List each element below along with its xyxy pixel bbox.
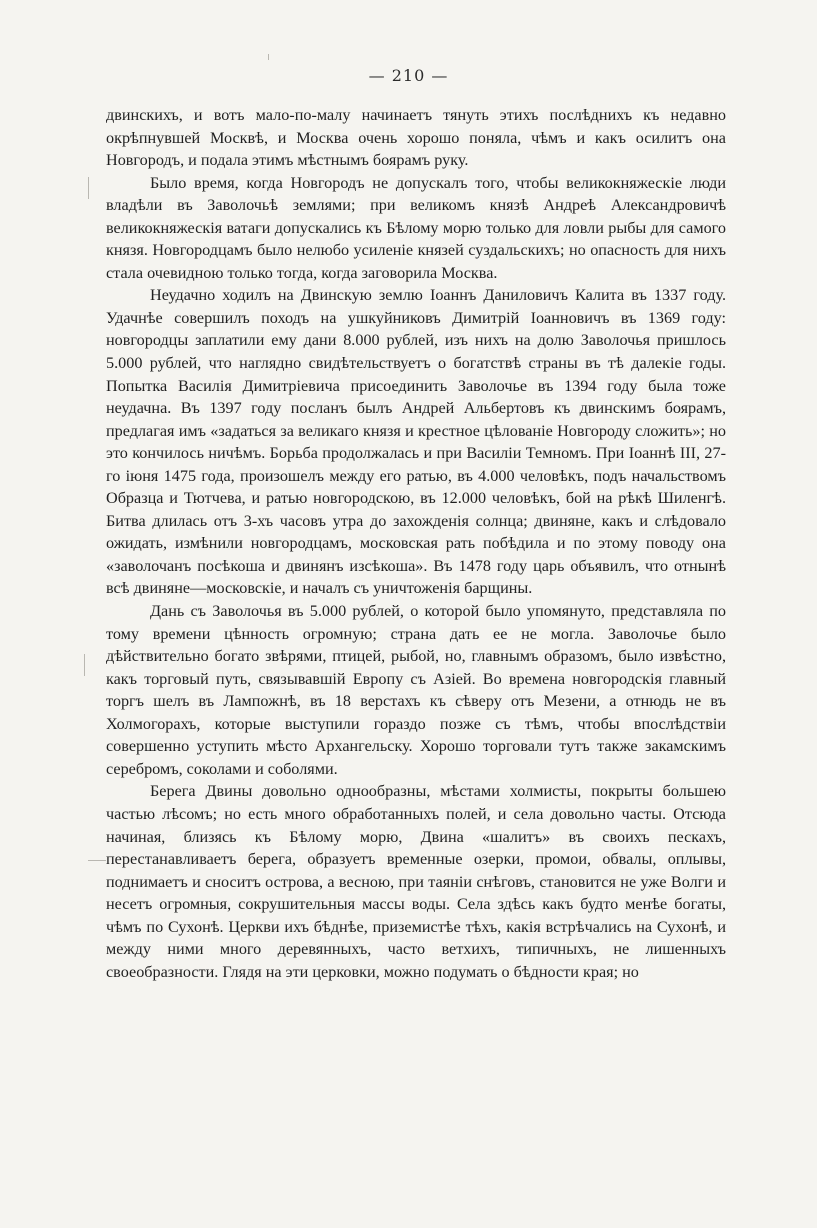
scan-speck	[268, 54, 269, 60]
paragraph: Неудачно ходилъ на Двинскую землю Іоаннъ Даниловичъ Калита въ 1337 году. Удачнѣе совершилъ походъ на ушкуйниковъ Димитрій Іоанновичъ въ 1369 году: новгородцы заплатили ему дани 8.000 рублей, изъ нихъ на долю Заволочья пришлось 5.000 рублей, что наглядно свидѣтельствуетъ о богатствѣ страны въ тѣ далекіе годы. Попытка Василія Димитріевича присоединить Заволочье въ 1394 году была тоже неудачна. Въ 1397 году посланъ былъ Андрей Альбертовъ къ двинскимъ боярамъ, предлагая имъ «задаться за великаго князя и крестное цѣлованіе Новгороду сложить»; но это кончилось ничѣмъ. Борьба продолжалась и при Василіи Темномъ. При Іоаннѣ III, 27-го іюня 1475 года, произошелъ между его ратью, въ 4.000 человѣкъ, подъ начальствомъ Образца и Тютчева, и ратью новгородскою, въ 12.000 человѣкъ, бой на рѣкѣ Шиленгѣ. Битва длилась отъ 3-хъ часовъ утра до захожденія солнца; двиняне, какъ и слѣдовало ожидать, измѣнили новгородцамъ, московская рать побѣдила и по этому поводу она «заволочанъ посѣкоша и двинянъ изсѣкоша». Въ 1478 году царь объявилъ, что отнынѣ всѣ двиняне—московскіе, и началъ съ уничтоженія барщины.	[106, 286, 726, 598]
margin-mark	[88, 860, 106, 861]
margin-mark	[88, 177, 89, 199]
paragraph: Дань съ Заволочья въ 5.000 рублей, о которой было упомянуто, представляла по тому времени цѣнность огромную; страна дать ее не могла. Заволочье было дѣйствительно богато звѣрями, птицей, рыбой, но, главнымъ образомъ, было извѣстно, какъ торговый путь, связывавшій Европу съ Азіей. Во времена новгородскія главный торгъ шелъ въ Лампожнѣ, въ 18 верстахъ къ сѣверу отъ Мезени, а отнюдь не въ Холмогорахъ, которые выступили гораздо позже съ тѣмъ, чтобы впослѣдствіи совершенно уступить мѣсто Архангельску. Хорошо торговали тутъ также закамскимъ серебромъ, соколами и соболями.	[106, 602, 726, 778]
paragraph: Берега Двины довольно однообразны, мѣстами холмисты, покрыты большею частью лѣсомъ; но есть много обработанныхъ полей, и села довольно часты. Отсюда начиная, близясь къ Бѣлому морю, Двина «шалитъ» въ своихъ пескахъ, перестанавливаетъ берега, образуетъ временные озерки, промои, обвалы, оплывы, поднимаетъ и сноситъ острова, а весною, при таяніи снѣговъ, становится не уже Волги и несетъ огромныя, сокрушительныя массы воды. Села здѣсь какъ будто менѣе богаты, чѣмъ по Сухонѣ. Церкви ихъ бѣднѣе, приземистѣе тѣхъ, какія встрѣчались на Сухонѣ, и между ними много деревянныхъ, часто ветхихъ, типичныхъ, не лишенныхъ своеобразности. Глядя на эти церковки, можно подумать о бѣдности края; но	[106, 782, 726, 981]
body-text	[106, 104, 726, 983]
margin-mark	[84, 654, 85, 676]
paragraph: двинскихъ, и вотъ мало-по-малу начинаетъ тянуть этихъ послѣднихъ къ недавно окрѣпнувшей Москвѣ, и Москва очень хорошо поняла, чѣмъ и какъ осилитъ она Новгородъ, и подала этимъ мѣстнымъ боярамъ руку.	[106, 106, 726, 170]
paragraph: Было время, когда Новгородъ не допускалъ того, чтобы великокняжескіе люди владѣли въ Заволочьѣ землями; при великомъ князѣ Андреѣ Александровичѣ великокняжескія ватаги допускались къ Бѣлому морю только для ловли рыбы для самого князя. Новгородцамъ было нелюбо усиленіе князей суздальскихъ; но опасность для нихъ стала очевидною только тогда, когда заговорила Москва.	[106, 173, 726, 282]
page-number: — 210 —	[368, 66, 449, 85]
